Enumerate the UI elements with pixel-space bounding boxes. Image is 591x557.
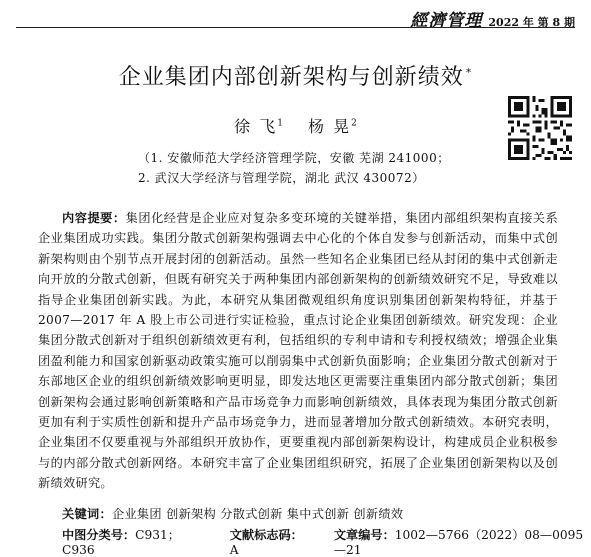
author-1-affil-mark: 1 — [277, 118, 283, 129]
article-number-value: 1002—5766（2022）08—0095—21 — [333, 528, 584, 557]
document-code-value: A — [229, 543, 239, 557]
abstract-paragraph — [38, 208, 558, 494]
article-number-label: 文章编号： — [333, 528, 395, 542]
journal-name: 經濟管理 — [410, 11, 483, 31]
author-2 — [308, 117, 357, 136]
keywords-label: 关键词： — [62, 507, 112, 521]
clc-label: 中图分类号： — [62, 528, 136, 542]
header-rule — [16, 27, 575, 28]
author-2-name: 杨 晃 — [308, 117, 352, 136]
journal-header — [410, 6, 575, 31]
affiliation-1: （1. 安徽师范大学经济管理学院，安徽 芜湖 241000； — [138, 151, 450, 165]
title-text: 企业集团内部创新架构与创新绩效 — [118, 65, 464, 90]
abstract-label: 内容提要： — [62, 211, 126, 225]
abstract-text: 集团化经营是企业应对复杂多变环境的关键举措，集团内部组织架构直接关系企业集团成功实践。集团分散式创新架构强调去中心化的个体自发参与创新活动，而集中式创新架构则由个别节点开展封闭的创新活动。虽然一些知名企业集团已经从封闭的集中式创新走向开放的分散式创新，但既有研究关于两种集团内部创新架构的创新绩效研究不足，导致难以指导企业集团创新实践。为此，本研究从集团微观组织角度识别集团创新架构特征，并基于 2007—2017 年 A 股上市公司进行实证检验，重点讨论企业集团创新绩效。研究发现：企业集团分散式创新对于组织创新绩效更有利，包括组织的专利申请和专利授权绩效；增强企业集团盈利能力和国家创新驱动政策实施可以削弱集中式创新负面影响；企业集团分散式创新对于东部地区企业的组织创新绩效影响更明显，即发达地区更需要注重集团内部分散式创新；集团创新架构会通过影响创新策略和产品市场竞争力而影响创新绩效，具体表现为集团分散式创新更加有利于实质性创新和提升产品市场竞争力，进而显著增加分散式创新绩效。本研究表明，企业集团不仅要重视与外部组织开放协作，更要重视内部创新架构设计，构建成员企业积极参与的内部分散式创新网络。本研究丰富了企业集团组织研究，拓展了企业集团创新架构以及创新绩效研究。 — [38, 211, 559, 491]
affiliation-2: 2. 武汉大学经济与管理学院，湖北 武汉 430072） — [138, 171, 425, 185]
author-2-affil-mark: 2 — [351, 118, 357, 129]
title-footnote-mark: * — [465, 65, 473, 79]
document-code-label: 文献标志码： — [229, 528, 303, 542]
keywords-line — [62, 505, 403, 522]
paper-title — [0, 60, 591, 91]
clc-code — [62, 526, 202, 557]
author-1 — [234, 117, 283, 136]
keywords-text: 企业集团 创新架构 分散式创新 集中式创新 创新绩效 — [111, 507, 404, 521]
classification-line — [62, 526, 591, 557]
issue-info: 2022 年 第 8 期 — [488, 16, 575, 29]
qr-code-icon — [508, 96, 572, 160]
document-code — [230, 526, 306, 557]
author-1-name: 徐 飞 — [234, 117, 278, 136]
article-number — [334, 526, 591, 557]
clc-value: C931；C936 — [62, 528, 180, 557]
author-line — [0, 114, 591, 137]
